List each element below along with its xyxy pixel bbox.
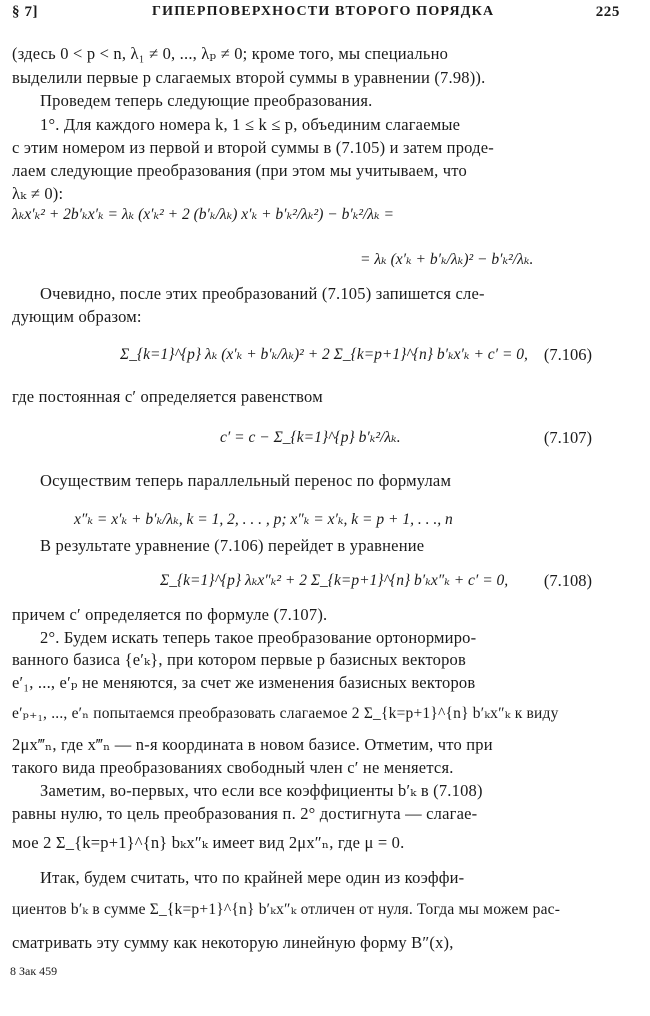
text-line: мое 2 Σ_{k=p+1}^{n} bₖx″ₖ имеет вид 2μx″ₙ, где μ = 0. bbox=[12, 833, 405, 852]
equation-number: (7.107) bbox=[543, 428, 592, 447]
text-line: λₖ ≠ 0): bbox=[12, 184, 64, 203]
text-line: где постоянная c′ определяется равенством bbox=[12, 387, 323, 406]
text-line: дующим образом: bbox=[12, 307, 142, 326]
page-number: 225 bbox=[595, 4, 620, 20]
text-line: Очевидно, после этих преобразований (7.105) запишется сле- bbox=[40, 284, 485, 303]
text-line: Осуществим теперь параллельный перенос по формулам bbox=[40, 471, 452, 490]
text-line: причем c′ определяется по формуле (7.107). bbox=[12, 605, 328, 624]
text-line: 2°. Будем искать теперь такое преобразование ортонормиро- bbox=[40, 628, 477, 647]
text-line: 1°. Для каждого номера k, 1 ≤ k ≤ p, объединим слагаемые bbox=[40, 115, 461, 134]
equation-7-107: c′ = c − Σ_{k=1}^{p} b′ₖ²/λₖ. bbox=[220, 429, 401, 446]
text-line: такого вида преобразованиях свободный член c′ не меняется. bbox=[12, 758, 454, 777]
text-line: ванного базиса {e′ₖ}, при котором первые p базисных векторов bbox=[12, 650, 466, 669]
text-line: e′₁, ..., e′ₚ не меняются, за счет же изменения базисных векторов bbox=[12, 673, 476, 692]
equation-1-rhs: = λₖ (x′ₖ + b′ₖ/λₖ)² − b′ₖ²/λₖ. bbox=[360, 251, 534, 268]
equation-transfer: x″ₖ = x′ₖ + b′ₖ/λₖ, k = 1, 2, . . . , p; x″ₖ = x′ₖ, k = p + 1, . . ., n bbox=[74, 511, 453, 528]
equation-number: (7.106) bbox=[543, 345, 592, 364]
printer-signature: 8 Зак 459 bbox=[10, 964, 58, 978]
text-line: Итак, будем считать, что по крайней мере один из коэффи- bbox=[40, 868, 465, 887]
text-line: с этим номером из первой и второй суммы в (7.105) и затем проде- bbox=[12, 138, 494, 157]
text-line: 2μx‴ₙ, где x‴ₙ — n-я координата в новом базисе. Отметим, что при bbox=[12, 735, 493, 754]
text-line: сматривать эту сумму как некоторую линейную форму B″(x), bbox=[12, 933, 454, 952]
text-line: В результате уравнение (7.106) перейдет в уравнение bbox=[40, 536, 425, 555]
section-marker: § 7] bbox=[12, 4, 39, 20]
text-line: e′ₚ₊₁, ..., e′ₙ попытаемся преобразовать слагаемое 2 Σ_{k=p+1}^{n} b′ₖx″ₖ к виду bbox=[12, 705, 559, 722]
equation-7-106: Σ_{k=1}^{p} λₖ (x′ₖ + b′ₖ/λₖ)² + 2 Σ_{k=p+1}^{n} b′ₖx′ₖ + c′ = 0, bbox=[120, 346, 528, 363]
equation-number: (7.108) bbox=[543, 571, 592, 590]
text-line: (здесь 0 < p < n, λ₁ ≠ 0, ..., λₚ ≠ 0; кроме того, мы специально bbox=[12, 44, 449, 63]
text-line: Заметим, во-первых, что если все коэффициенты b′ₖ в (7.108) bbox=[40, 781, 483, 800]
text-line: выделили первые p слагаемых второй суммы в уравнении (7.98)). bbox=[12, 68, 486, 87]
text-line: циентов b′ₖ в сумме Σ_{k=p+1}^{n} b′ₖx″ₖ отличен от нуля. Тогда мы можем рас- bbox=[12, 901, 561, 918]
chapter-title: ГИПЕРПОВЕРХНОСТИ ВТОРОГО ПОРЯДКА bbox=[152, 4, 495, 19]
equation-1-lhs: λₖx′ₖ² + 2b′ₖx′ₖ = λₖ (x′ₖ² + 2 (b′ₖ/λₖ) x′ₖ + b′ₖ²/λₖ²) − b′ₖ²/λₖ = bbox=[12, 206, 395, 223]
text-line: равны нулю, то цель преобразования п. 2° достигнута — слагае- bbox=[12, 804, 478, 823]
text-line: лаем следующие преобразования (при этом мы учитываем, что bbox=[12, 161, 467, 180]
text-line: Проведем теперь следующие преобразования. bbox=[40, 91, 373, 110]
running-header bbox=[12, 4, 620, 26]
equation-7-108: Σ_{k=1}^{p} λₖx″ₖ² + 2 Σ_{k=p+1}^{n} b′ₖx″ₖ + c′ = 0, bbox=[160, 572, 509, 589]
